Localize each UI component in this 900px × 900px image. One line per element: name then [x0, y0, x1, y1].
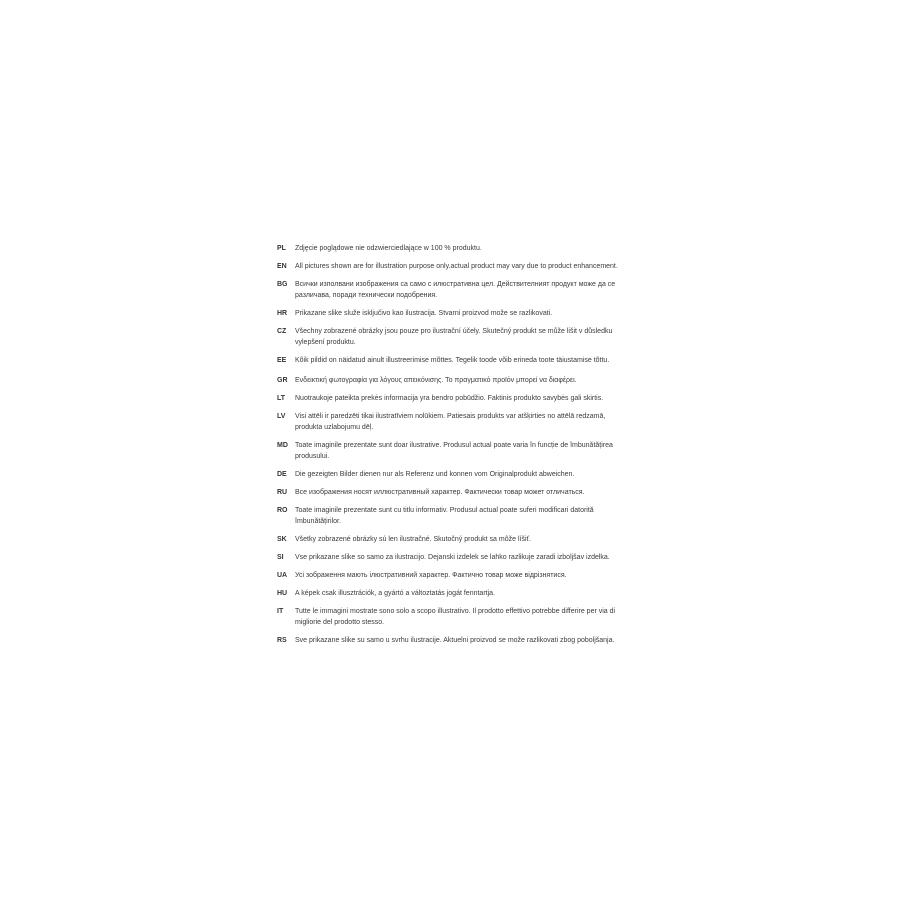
language-code: HU	[277, 590, 288, 597]
disclaimer-row	[277, 308, 625, 319]
language-code: IT	[277, 608, 284, 615]
language-code: RU	[277, 489, 288, 496]
disclaimer-row	[277, 279, 625, 301]
language-code: SK	[277, 536, 287, 543]
disclaimer-list	[277, 243, 625, 653]
disclaimer-text: Ενδεικτική φωτογραφία για λόγους απεικόνισης. Το πραγματικό προϊόν μπορεί να διαφέρει.	[295, 377, 577, 384]
language-code: PL	[277, 245, 286, 252]
disclaimer-row	[277, 505, 625, 527]
disclaimer-text: Zdjęcie poglądowe nie odzwierciedlające w 100 % produktu.	[295, 245, 482, 252]
disclaimer-row	[277, 534, 625, 545]
disclaimer-text: Všetky zobrazené obrázky sú len ilustračné. Skutočný produkt sa môže líšiť.	[295, 536, 532, 543]
disclaimer-text: Все изображения носят иллюстративный характер. Фактически товар может отличаться.	[295, 489, 585, 496]
disclaimer-text: Kõik pildid on näidatud ainult illustreerimise mõttes. Tegelik toode võib erineda toote täiustamise tõttu.	[295, 357, 610, 364]
disclaimer-text: Toate imaginile prezentate sunt doar ilustrative. Produsul actual poate varia în funcție de îmbunătățirea produsului.	[295, 442, 613, 460]
disclaimer-row	[277, 469, 625, 480]
disclaimer-row	[277, 570, 625, 581]
language-code: LV	[277, 413, 286, 420]
disclaimer-row	[277, 393, 625, 404]
language-code: RO	[277, 507, 288, 514]
disclaimer-text: Vse prikazane slike so samo za ilustracijo. Dejanski izdelek se lahko razlikuje zaradi izboljšav izdelka.	[295, 554, 610, 561]
language-code: CZ	[277, 328, 287, 335]
disclaimer-row	[277, 588, 625, 599]
language-code: MD	[277, 442, 288, 449]
language-code: EE	[277, 357, 287, 364]
disclaimer-row	[277, 375, 625, 386]
disclaimer-text: All pictures shown are for illustration purpose only.actual product may vary due to product enhancement.	[295, 263, 618, 270]
language-code: EN	[277, 263, 287, 270]
language-code: SI	[277, 554, 284, 561]
disclaimer-row	[277, 487, 625, 498]
disclaimer-text: Toate imaginile prezentate sunt cu titlu informativ. Produsul actual poate suferi modificari datorită îmbunătățirilor.	[295, 507, 594, 525]
disclaimer-row	[277, 635, 625, 646]
language-code: BG	[277, 281, 288, 288]
language-code: DE	[277, 471, 287, 478]
language-code: RS	[277, 637, 287, 644]
disclaimer-row	[277, 552, 625, 563]
disclaimer-text: Усі зображення мають ілюстративний характер. Фактично товар може відрізнятися.	[295, 572, 567, 579]
disclaimer-text: Die gezeigten Bilder dienen nur als Referenz und konnen vom Originalprodukt abweichen.	[295, 471, 575, 478]
language-code: UA	[277, 572, 288, 579]
language-code: GR	[277, 377, 288, 384]
disclaimer-text: A képek csak illusztrációk, a gyártó a változtatás jogát fenntartja.	[295, 590, 495, 597]
language-code: HR	[277, 310, 288, 317]
disclaimer-text: Всички изполвани изображения са само с илюстративна цел. Действителният продукт може да се различава, поради технически подобрения.	[295, 281, 616, 299]
disclaimer-row	[277, 440, 625, 462]
disclaimer-text: Nuotraukoje pateikta prekės informacija yra bendro pobūdžio. Faktinis produkto savybės gali skirtis.	[295, 395, 604, 402]
disclaimer-row	[277, 261, 625, 272]
disclaimer-text: Všechny zobrazené obrázky jsou pouze pro ilustrační účely. Skutečný produkt se může lišit v důsledku vylepšení produktu.	[295, 328, 613, 346]
disclaimer-row	[277, 326, 625, 348]
disclaimer-row	[277, 243, 625, 254]
disclaimer-text: Visi attēli ir paredzēti tikai ilustratīviem nolūkiem. Patiesais produkts var atšķirties no attēlā redzamā, produkta uzlabojumu dēļ.	[295, 413, 606, 431]
disclaimer-text: Prikazane slike služe isključivo kao ilustracija. Stvarni proizvod može se razlikovati.	[295, 310, 553, 317]
disclaimer-row	[277, 606, 625, 628]
disclaimer-row	[277, 411, 625, 433]
disclaimer-text: Tutte le immagini mostrate sono solo a scopo illustrativo. Il prodotto effettivo potrebbe differire per via di migliorie del prodotto stesso.	[295, 608, 616, 626]
language-code: LT	[277, 395, 286, 402]
disclaimer-row	[277, 355, 625, 366]
disclaimer-text: Sve prikazane slike su samo u svrhu ilustracije. Aktuelni proizvod se može razlikovati zbog poboljšanja.	[295, 637, 615, 644]
